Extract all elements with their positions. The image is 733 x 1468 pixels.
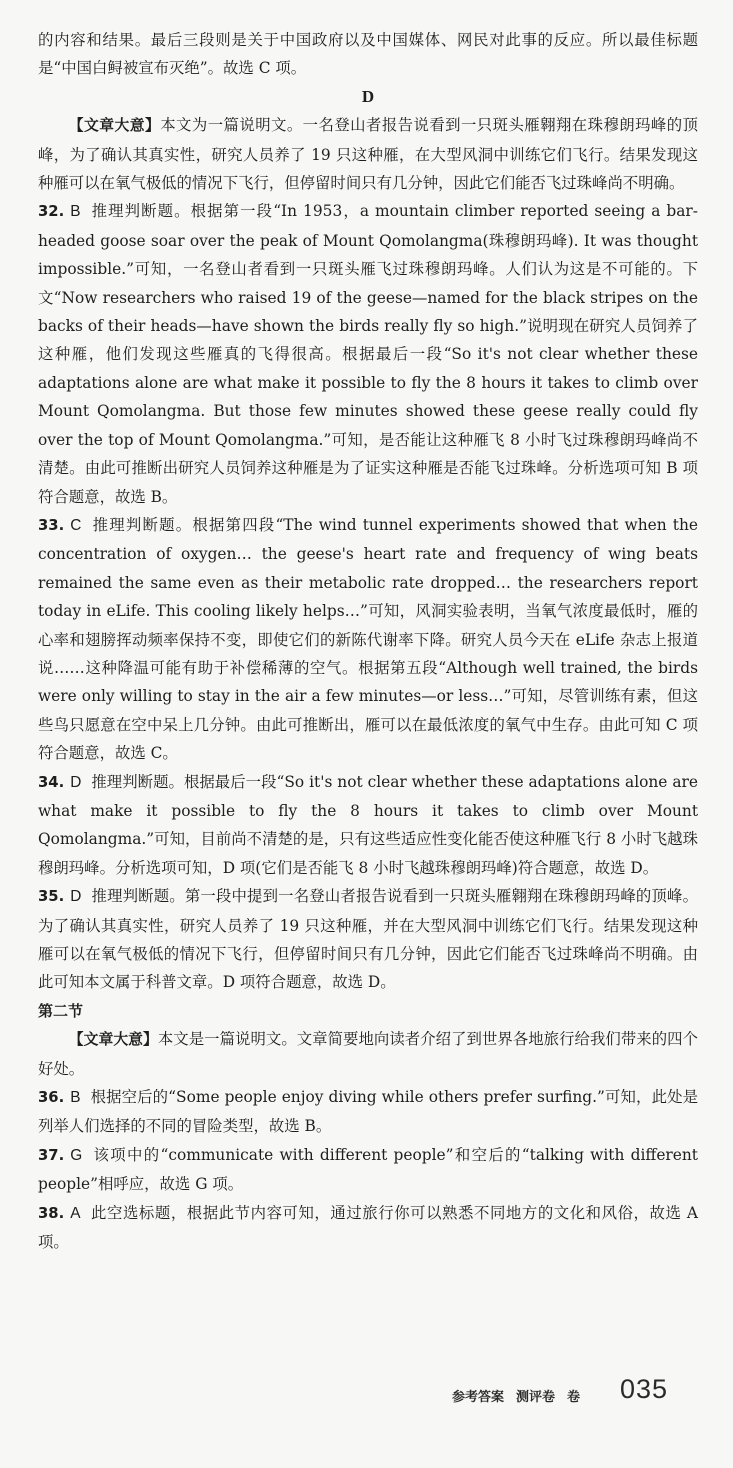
question-answer: B [70,203,81,221]
summary-text: 本文为一篇说明文。一名登山者报告说看到一只斑头雁翱翔在珠穆朗玛峰的顶峰，为了确认其真实性，研究人员养了 19 只这种雁，在大型风洞中训练它们飞行。结果发现这种雁可以在氧气极低的情况下飞行，但停留时间只有几分钟，因此它们能否飞过珠峰尚不明确。 [38,116,698,193]
question-number: 37. [38,1146,65,1164]
question-explanation: 根据空后的“Some people enjoy diving while others prefer surfing.”可知，此处是列举人们选择的不同的冒险类型，故选 B。 [38,1088,698,1136]
section-heading: 第二节 [38,1001,84,1020]
question-item [38,197,698,510]
section-letter: D [361,86,375,106]
question-explanation: 推理判断题。第一段中提到一名登山者报告说看到一只斑头雁翱翔在珠穆朗玛峰的顶峰。为了确认其真实性，研究人员养了 19 只这种雁，并在大型风洞中训练它们飞行。结果发现这种雁可以在氧气极低的情况下飞行，但停留时间只有几分钟，因此它们能否飞过珠峰尚不明确。由此可知本文属于科普文章。D 项符合题意，故选 D。 [38,887,698,992]
question-number: 35. [38,888,65,906]
question-answer: C [70,516,82,534]
question-number: 38. [38,1204,65,1222]
question-answer: A [70,1204,81,1222]
question-answer: D [70,773,82,791]
question-item [38,768,698,883]
question-number: 32. [38,203,65,221]
question-item [38,1083,698,1141]
summary-label: 【文章大意】 [68,1031,158,1049]
footer-label-test: 测评卷 [516,1390,556,1405]
question-explanation: 推理判断题。根据最后一段“So it's not clear whether these adaptations alone are what make it possible to fly the 8 hours it takes to climb over Mount Qomolangma.”可知，目前尚不清楚的是，只有这些适应性变化能否使这种雁飞行 8 小时飞越珠穆朗玛峰。分析选项可知，D 项(它们是否能飞 8 小时飞越珠穆朗玛峰)符合题意，故选 D。 [38,772,698,877]
question-explanation: 此空选标题，根据此节内容可知，通过旅行你可以熟悉不同地方的文化和风俗，故选 A 项。 [38,1203,698,1252]
previous-passage-tail: 的内容和结果。最后三段则是关于中国政府以及中国媒体、网民对此事的反应。所以最佳标题是“中国白鲟被宣布灭绝”。故选 C 项。 [38,31,698,78]
question-number: 34. [38,773,65,791]
question-item [38,511,698,768]
question-number: 36. [38,1089,65,1107]
summary-label: 【文章大意】 [68,117,161,135]
question-explanation: 该项中的“communicate with different people”和空后的“talking with different people”相呼应，故选 G 项。 [38,1145,698,1194]
page-number: 035 [620,1374,669,1404]
footer-labels [452,1386,592,1405]
summary-text: 本文是一篇说明文。文章简要地向读者介绍了到世界各地旅行给我们带来的四个好处。 [38,1030,698,1078]
page-footer [0,1374,733,1414]
question-explanation: 推理判断题。根据第一段“In 1953，a mountain climber reported seeing a bar-headed goose soar over the peak of Mount Qomolangma(珠穆朗玛峰). It was thought impossible.”可知，一名登山者看到一只斑头雁飞过珠穆朗玛峰。人们认为这是不可能的。下文“Now researchers who raised 19 of the geese—named for the black stripes on the backs of their heads—have shown the birds really fly so high.”说明现在研究人员饲养了这种雁，他们发现这些雁真的飞得很高。根据最后一段“So it's not clear whether these adaptations alone are what make it possible to fly the 8 hours it takes to climb over Mount Qomolangma. But those few minutes showed these geese really could fly over the top of Mount Qomolangma.”可知，是否能让这种雁飞 8 小时飞过珠穆朗玛峰尚不清楚。由此可推断出研究人员饲养这种雁是为了证实这种雁是否能飞过珠峰。分析选项可知 B 项符合题意，故选 B。 [38,202,698,506]
page-content [38,26,698,1256]
passage-summary [38,111,698,197]
question-answer: G [70,1146,83,1164]
footer-label-volume: 卷 [567,1390,581,1405]
passage-summary [38,1025,698,1083]
question-item [38,1199,698,1257]
question-explanation: 推理判断题。根据第四段“The wind tunnel experiments showed that when the concentration of oxygen… the geese's heart rate and frequency of wing beats remained the same even as their metabolic rate dropped… the researchers report today in eLife. This cooling likely helps…”可知，风洞实验表明，当氧气浓度最低时，雁的心率和翅膀挥动频率保持不变，即使它们的新陈代谢率下降。研究人员今天在 eLife 杂志上报道说……这种降温可能有助于补偿稀薄的空气。根据第五段“Although well trained, the birds were only willing to stay in the air a few minutes—or less…”可知，尽管训练有素，但这些鸟只愿意在空中呆上几分钟。由此可推断出，雁可以在最低浓度的氧气中生存。由此可知 C 项符合题意，故选 C。 [38,515,698,763]
question-item [38,1141,698,1199]
question-item [38,882,698,997]
question-answer: B [70,1089,81,1107]
question-number: 33. [38,516,65,534]
footer-label-answers: 参考答案 [452,1390,505,1405]
question-answer: D [70,888,82,906]
